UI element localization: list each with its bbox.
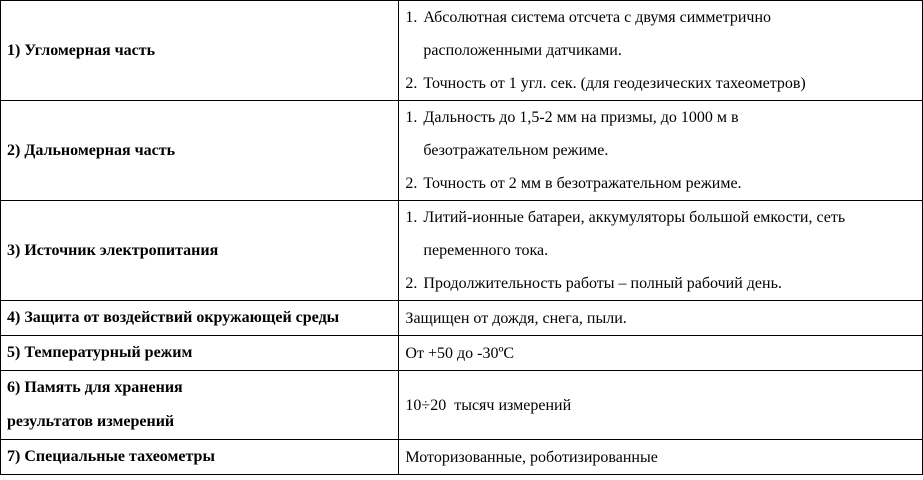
list-number: 1. (405, 209, 418, 226)
list-text: Продолжительность работы – полный рабочий день. (423, 275, 782, 292)
parameter-value: Защищен от дождя, снега, пыли. (399, 301, 923, 336)
list-item (405, 267, 916, 300)
parameter-value (399, 201, 923, 301)
parameter-value (399, 101, 923, 201)
list-item (405, 67, 916, 100)
list-number: 2. (405, 275, 418, 292)
table-row (1, 440, 923, 475)
list-text: Точность от 1 угл. сек. (для геодезических тахеометров) (423, 75, 806, 92)
list-text: Абсолютная система отсчета с двумя симметрично (423, 9, 772, 26)
table-row (1, 336, 923, 371)
list-item (405, 201, 916, 234)
table-row (1, 371, 923, 440)
parameter-label: 3) Источник электропитания (1, 201, 399, 301)
list-item (405, 101, 916, 134)
parameter-label-line: результатов измерений (7, 413, 175, 430)
list-text-continuation: расположенными датчиками. (423, 42, 622, 59)
list-text: Точность от 2 мм в безотражательном режиме. (423, 175, 742, 192)
list-text-continuation: безотражательном режиме. (423, 142, 609, 159)
list-text: Дальность до 1,5-2 мм на призмы, до 1000 м в (423, 109, 739, 126)
parameter-value: 10÷20 тысяч измерений (399, 371, 923, 440)
list-number: 2. (405, 175, 418, 192)
parameter-label: 2) Дальномерная часть (1, 101, 399, 201)
parameter-label: 5) Температурный режим (1, 336, 399, 371)
list-item (405, 167, 916, 200)
list-text-continuation: переменного тока. (423, 242, 549, 259)
list-item (405, 1, 916, 34)
table-row (1, 301, 923, 336)
list-number: 1. (405, 109, 418, 126)
parameter-value: Моторизованные, роботизированные (399, 440, 923, 475)
parameter-label: 4) Защита от воздействий окружающей среды (1, 301, 399, 336)
list-text: Литий-ионные батареи, аккумуляторы большой емкости, сеть (423, 209, 846, 226)
parameter-value (399, 1, 923, 101)
parameter-label: 7) Специальные тахеометры (1, 440, 399, 475)
table-row (1, 1, 923, 101)
table-row (1, 201, 923, 301)
parameter-label-line: 6) Память для хранения (7, 379, 183, 396)
list-number: 1. (405, 9, 418, 26)
list-number: 2. (405, 75, 418, 92)
parameter-label (1, 371, 399, 440)
parameter-value: От +50 до -30ºС (399, 336, 923, 371)
parameter-label: 1) Угломерная часть (1, 1, 399, 101)
table-row (1, 101, 923, 201)
